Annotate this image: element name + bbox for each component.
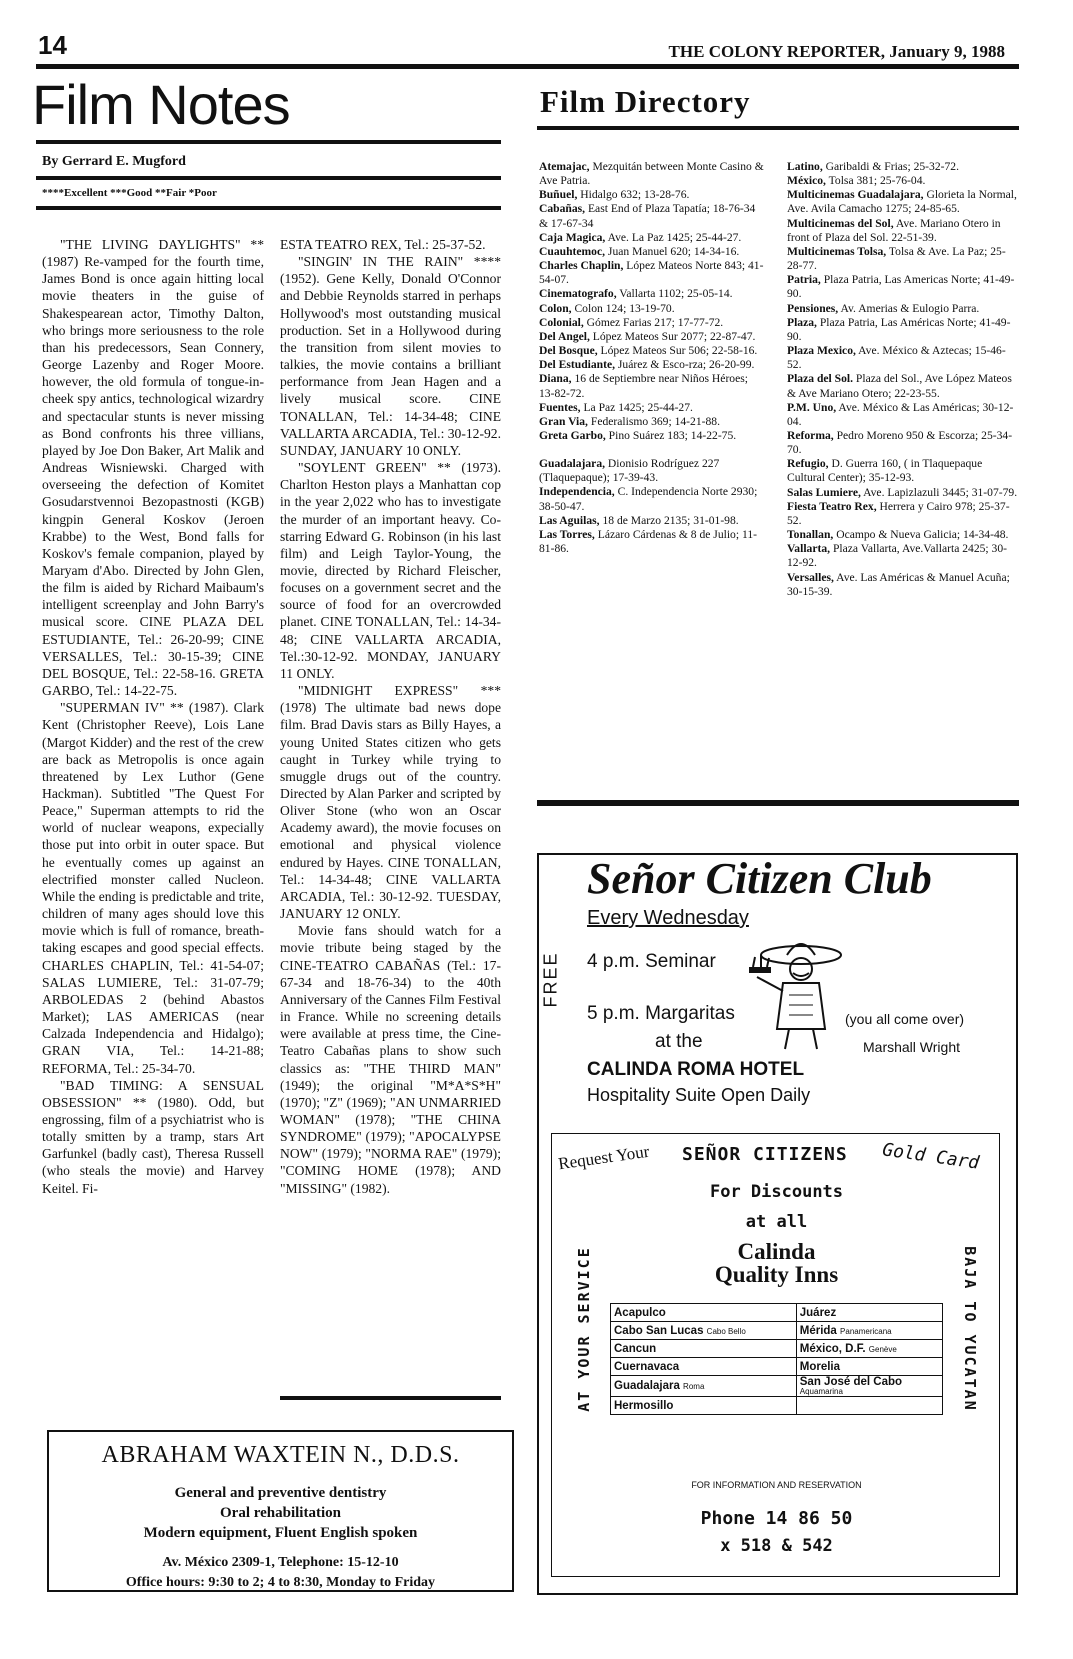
free-label: FREE	[540, 951, 561, 1008]
byline: By Gerrard E. Mugford	[42, 154, 186, 169]
info-label: FOR INFORMATION AND RESERVATION	[691, 1480, 862, 1490]
film-notes-bottom-rule	[280, 1396, 501, 1400]
table-row: Cabo San Lucas Cabo Bello Mérida Panamericana	[611, 1322, 943, 1340]
film-notes-rule	[36, 140, 501, 144]
list-item: Latino, Garibaldi & Frias; 25-32-72.	[787, 160, 959, 173]
phone-label: Phone 14 86 50	[700, 1508, 853, 1529]
list-item: Multicinemas Guadalajara, Glorieta la Normal, Ave. Avila Camacho 1275; 24-85-65.	[787, 188, 1017, 216]
list-item: Refugio, D. Guerra 160, ( in Tlaquepaque Cultural Center); 35-12-93.	[787, 457, 983, 485]
list-item: Salas Lumiere, Ave. Lapizlazuli 3445; 31-07-79.	[787, 485, 1018, 499]
dentist-line-2: Oral rehabilitation	[220, 1505, 341, 1521]
review-superman-iv: "SUPERMAN IV" ** (1987). Clark Kent (Christopher Reeve), Lois Lane (Margot Kidder) and the rest of the crew are back as Metropolis is once again threatened by Lex Luthor (Gene Hackman). Subtitled "The Quest For Peace," Superman attempts to rid the world of nuclear weapons, expecially those put into orbit in outer space. But he eventually comes up against an electrified monster called Nucleon. While the ending is predictable and trite, children of many ages should love this movie which is full of romance, breath-taking escapes and good special effects. CHARLES CHAPLIN, Tel.: 41-54-07; SALAS LUMIERE, Tel.: 31-07-79; ARBOLEDAS 2 (behind Abastos Market); LAS AMERICAS (near Calzada Independencia and Hidalgo); GRAN VIA, Tel.: 14-21-88; REFORMA, Tel.: 25-34-70.	[42, 700, 264, 1076]
list-item: Independencia, C. Independencia Norte 2930; 38-50-47.	[539, 485, 758, 513]
review-soylent-green: "SOYLENT GREEN" ** (1973). Charlton Heston plays a Manhattan cop in the year 2,022 who has to investigate the murder of an important heavy. Co-starring Edward G. Robinson (in his last film) and Leigh Taylor-Young, the movie, directed by Richard Fleischer, focuses on a government secret and the source of food for an overcrowded planet. CINE TONALLAN, Tel.: 14-34-48; CINE VALLARTA ARCADIA, Tel.:30-12-92. MONDAY, JANUARY 11 ONLY.	[280, 460, 501, 681]
hospitality-line: Hospitality Suite Open Daily	[587, 1085, 811, 1105]
request-label: Request Your	[557, 1141, 651, 1174]
review-singin-in-the-rain: "SINGIN' IN THE RAIN" **** (1952). Gene Kelly, Donald O'Connor and Debbie Reynolds starred in perhaps Hollywood's most outstanding musical production. Set in a Hollywood during the transition from silent movies to talkies, the movie contains a brilliant performance from Jean Hagen and a lively musical score. CINE TONALLAN, Tel.: 14-34-48; CINE VALLARTA ARCADIA, Tel.: 30-12-92. SUNDAY, JANUARY 10 ONLY.	[280, 254, 501, 458]
table-row: Acapulco Juárez	[611, 1304, 943, 1322]
table-row: Cancun México, D.F. Genève	[611, 1340, 943, 1358]
film-directory-heading: Film Directory	[540, 84, 751, 119]
byline-rule	[36, 176, 501, 180]
list-item: Charles Chaplin, López Mateos Norte 843; 41-54-07.	[539, 259, 764, 287]
review-living-daylights: "THE LIVING DAYLIGHTS" ** (1987) Re-vamped for the fourth time, James Bond is once again hitting local movie theaters in the guise of Shakespearean actor, Timothy Dalton, who brings more seriousness to the role than his predecessors, Sean Connery, George Lazenby and Roger Moore. however, the old formula of tongue-in-cheek spy antics, technological wizardry and spectacular stunts is never missing as Bond confronts his three villians, played by Joe Don Baker, Art Malik and Andreas Wisniewski. Charged with overseeing the defection of Komitet Gosudarstvennoi Bezopastnosti (KGB) kingpin General Koskov (Jeroen Krabbe) to the West, Bond falls for Koskov's female companion, played by Maryam d'Abo. Directed by John Glen, the film is aided by Richard Maibaum's intelligent screenplay and John Barry's musical score. CINE PLAZA DEL ESTUDIANTE, Tel.: 26-20-99; CINE VERSALLES, Tel.: 30-15-39; CINE DEL BOSQUE, Tel.: 22-58-16. GRETA GARBO, Tel.: 14-22-75.	[42, 237, 264, 699]
list-item: Patria, Plaza Patria, Las Americas Norte; 41-49-90.	[787, 273, 1015, 301]
list-item: Fiesta Teatro Rex, Herrera y Cairo 978; 25-37-52.	[787, 499, 1010, 527]
list-item: Reforma, Pedro Moreno 950 & Escorza; 25-34-70.	[787, 428, 1013, 457]
waiter-icon	[749, 933, 849, 1053]
list-item: Plaza, Plaza Patria, Las Américas Norte; 41-49-90.	[787, 315, 1011, 343]
review-midnight-express: "MIDNIGHT EXPRESS" *** (1978) The ultimate bad news dope film. Brad Davis stars as Billy Hayes, a young United States citizen who gets caught in Turkey while trying to smuggle drugs out of the country. Directed by Alan Parker and scripted by Oliver Stone (who won an Oscar Academy award), the movie focuses on emotional and physical violence endured by Hayes. CINE TONALLAN, Tel.: 14-34-48; CINE VALLARTA ARCADIA, Tel.: 30-12-92. TUESDAY, JANUARY 12 ONLY.	[280, 683, 501, 922]
list-item: Del Bosque, López Mateos Sur 506; 22-58-16.	[539, 344, 758, 358]
film-notes-column-1	[42, 236, 264, 1197]
list-item: Cabañas, East End of Plaza Tapatía; 18-76-34 & 17-67-34	[539, 202, 756, 230]
at-your-service-label: AT YOUR SERVICE	[575, 1246, 593, 1412]
list-item: Diana, 16 de Septiembre near Niños Héroes; 13-82-72.	[539, 372, 748, 400]
film-notes-column-2	[280, 236, 501, 1197]
extension-label: x 518 & 542	[720, 1536, 833, 1556]
review-bad-timing-cont: ESTA TEATRO REX, Tel.: 25-37-52.	[280, 237, 486, 252]
list-item: Tonallan, Ocampo & Nueva Galicia; 14-34-48.	[787, 528, 1009, 542]
list-item: Versalles, Ave. Las Américas & Manuel Acuña; 30-15-39.	[787, 570, 1010, 598]
table-row: Guadalajara Roma San José del Cabo Aquamarina	[611, 1376, 943, 1397]
list-item: Pensiones, Av. Amerias & Eulogio Parra.	[787, 301, 980, 315]
come-over-line: (you all come over)	[845, 1011, 965, 1027]
dentist-line-1: General and preventive dentistry	[174, 1485, 387, 1501]
senor-citizens-label: SEÑOR CITIZENS	[682, 1144, 848, 1165]
list-item: Cuauhtemoc, Juan Manuel 620; 14-34-16.	[539, 244, 740, 258]
at-the-line: at the	[655, 1031, 703, 1052]
ad-title: Señor Citizen Club	[587, 854, 932, 903]
film-directory-bottom-rule	[537, 800, 1019, 806]
legend-rule	[36, 206, 501, 210]
film-directory-column-1	[539, 160, 764, 556]
film-directory-rule	[537, 126, 1019, 130]
list-item: P.M. Uno, Ave. México & Las Américas; 30-12-04.	[787, 400, 1014, 428]
list-item: Cinematografo, Vallarta 1102; 25-05-14.	[539, 287, 733, 301]
publication-line: THE COLONY REPORTER, January 9, 1988	[668, 42, 1005, 61]
list-item: Colon, Colon 124; 13-19-70.	[539, 301, 675, 315]
page-number: 14	[38, 30, 67, 60]
senor-citizen-ad	[537, 853, 1018, 1595]
list-item: Colonial, Gómez Farias 217; 17-77-72.	[539, 315, 724, 329]
list-item: Plaza del Sol. Plaza del Sol., Ave López Mateos & Ave Mariano Otero; 22-23-55.	[787, 372, 1012, 400]
list-item: Multicinemas del Sol, Ave. Mariano Otero in front of Plaza del Sol. 22-51-39.	[787, 216, 1001, 244]
baja-to-yucatan-label: BAJA TO YUCATAN	[961, 1246, 979, 1412]
list-item: Multicinemas Tolsa, Tolsa & Ave. La Paz; 25-28-77.	[787, 244, 1006, 273]
list-item: Plaza Mexico, Ave. México & Aztecas; 15-46-52.	[787, 344, 1006, 372]
at-all-label: at all	[745, 1212, 808, 1232]
hotel-name: CALINDA ROMA HOTEL	[587, 1059, 805, 1080]
list-item: Caja Magica, Ave. La Paz 1425; 25-44-27.	[539, 230, 742, 244]
seminar-line: 4 p.m. Seminar	[587, 951, 716, 972]
rating-legend: ****Excellent ***Good **Fair *Poor	[42, 187, 217, 199]
list-item: Buñuel, Hidalgo 632; 13-28-76.	[539, 188, 690, 202]
film-notes-heading: Film Notes	[32, 73, 290, 136]
calinda-logo: Calinda Quality Inns	[714, 1239, 839, 1287]
hotel-cities-table	[610, 1303, 943, 1415]
cannes-tribute-note: Movie fans should watch for a movie tribute being staged by the CINE-TEATRO CABAÑAS (Tel.: 17-67-34 and 18-76-34) to the 40th Anniversary of the Cannes Film Festival in France. While no screening details were available at press time, the Cine-Teatro Cabañas plans to show such classics as: "THE THIRD MAN" (1949); the original "M*A*S*H" (1970); "Z" (1969); "AN UNMARRIED WOMAN" (1978); "THE CHINA SYNDROME" (1979); "APOCALYPSE NOW" (1979); "NORMA RAE" (1979); "COMING HOME (1978); AND "MISSING" (1982).	[280, 923, 501, 1196]
discounts-label: For Discounts	[709, 1182, 844, 1202]
host-line: Marshall Wright	[863, 1039, 960, 1055]
review-bad-timing: "BAD TIMING: A SENSUAL OBSESSION" ** (1980). Odd, but engrossing, film of a psychiatrist who is totally smitten by a tramp, stars Art Garfunkel (badly cast), Theresa Russell (who steals the movie) and Harvey Keitel. Fi-	[42, 1077, 264, 1196]
dentist-ad	[47, 1430, 514, 1592]
list-item: Atemajac, Mezquitán between Monte Casino & Ave Patria.	[539, 160, 764, 188]
list-item: México, Tolsa 381; 25-76-04.	[787, 174, 926, 188]
dentist-name: ABRAHAM WAXTEIN N., D.D.S.	[101, 1442, 460, 1468]
list-item: Del Angel, López Mateos Sur 2077; 22-87-47.	[539, 329, 756, 343]
list-item: Gran Via, Federalismo 369; 14-21-88.	[539, 414, 720, 428]
gold-card	[551, 1133, 1000, 1577]
list-item: Vallarta, Plaza Vallarta, Ave.Vallarta 2425; 30-12-92.	[787, 542, 1008, 570]
list-item: Greta Garbo, Pino Suárez 183; 14-22-75.	[539, 428, 737, 442]
list-item: Las Torres, Lázaro Cárdenas & 8 de Julio; 11-81-86.	[539, 527, 757, 556]
film-directory-column-2	[787, 160, 1019, 599]
list-item: Las Aguilas, 18 de Marzo 2135; 31-01-98.	[539, 513, 739, 527]
dentist-hours: Office hours: 9:30 to 2; 4 to 8:30, Monday to Friday	[125, 1575, 436, 1590]
table-row: Cuernavaca Morelia	[611, 1358, 943, 1376]
table-row: Hermosillo	[611, 1397, 943, 1415]
gold-card-label: Gold Card	[881, 1139, 981, 1174]
dentist-address: Av. México 2309-1, Telephone: 15-12-10	[162, 1555, 399, 1570]
header-rule	[36, 64, 1019, 69]
ad-subtitle: Every Wednesday	[587, 907, 749, 929]
list-item: Fuentes, La Paz 1425; 25-44-27.	[539, 400, 693, 414]
list-item: Guadalajara, Dionisio Rodríguez 227 (Tlaquepaque); 17-39-43.	[539, 457, 720, 485]
list-item: Del Estudiante, Juárez & Esco-rza; 26-20-99.	[539, 358, 755, 372]
dentist-line-3: Modern equipment, Fluent English spoken	[143, 1525, 418, 1541]
margaritas-line: 5 p.m. Margaritas	[587, 1003, 735, 1024]
